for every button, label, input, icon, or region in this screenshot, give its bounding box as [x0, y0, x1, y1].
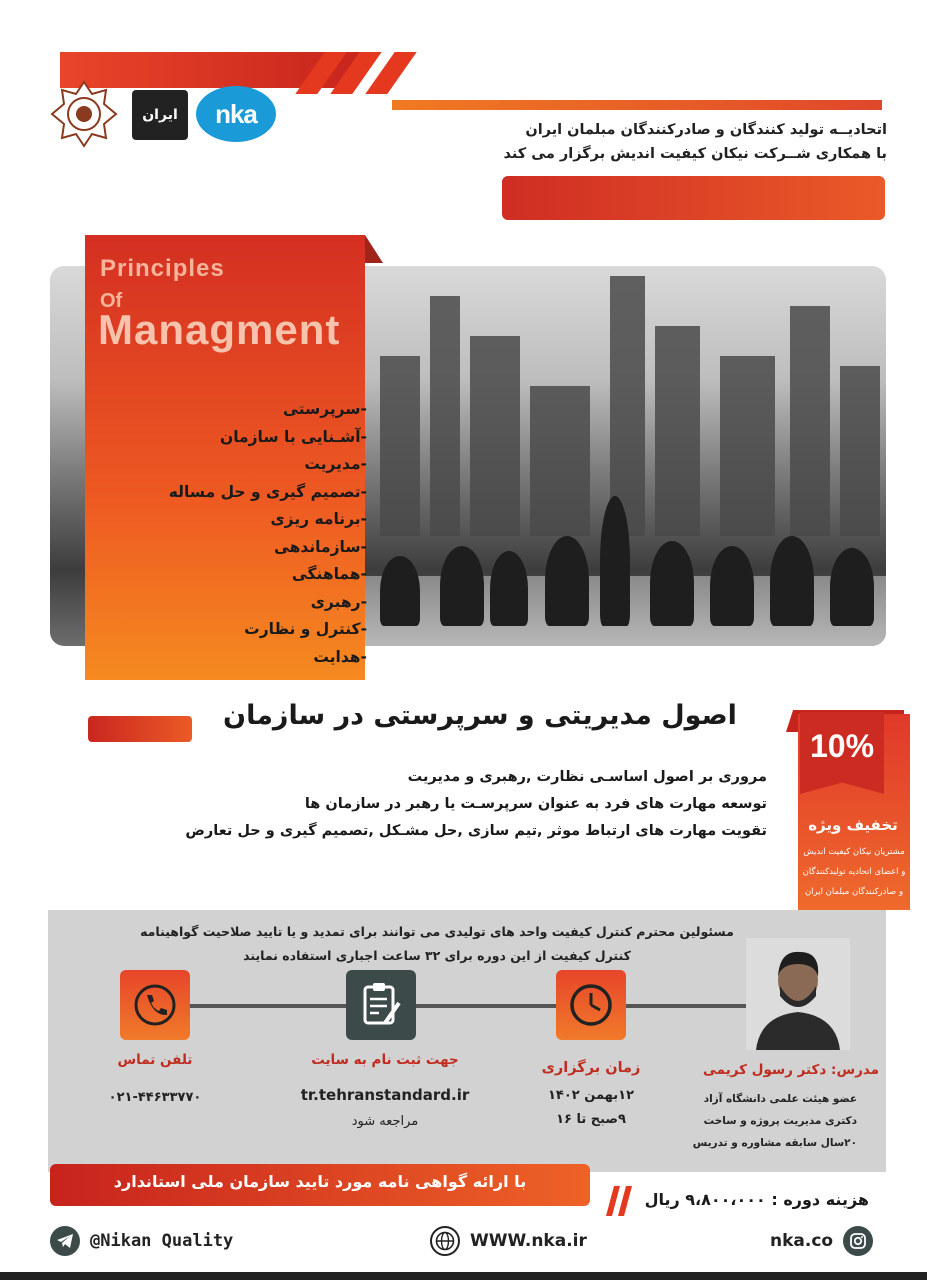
globe-icon: [430, 1226, 460, 1256]
instagram-icon: [843, 1226, 873, 1256]
discount-percent: 10%: [809, 728, 875, 764]
title-red-bar: [88, 716, 192, 742]
instructor-bio: [657, 1088, 857, 1154]
header-decor-stripes: [290, 52, 420, 94]
topic-item: -برنامه ریزی: [270, 510, 367, 528]
organizer-line-1: اتحادیــه تولید کنندگان و صادرکنندگان مبلمان ایران: [525, 122, 887, 138]
register-site-link[interactable]: tr.tehranstandard.ir: [300, 1086, 470, 1104]
nka-logo: nka: [196, 86, 276, 142]
notice-text: [97, 920, 777, 968]
phone-number[interactable]: ۰۲۱-۴۴۶۳۳۷۷۰: [108, 1090, 202, 1105]
website-url: WWW.nka.ir: [470, 1231, 587, 1251]
header-orange-line: [392, 100, 882, 110]
topic-item: -رهبری: [310, 592, 367, 611]
course-cost: هزینه دوره : ۹،۸۰۰،۰۰۰ ریال: [644, 1190, 869, 1209]
phone-icon: [120, 970, 190, 1040]
footer-instagram[interactable]: [770, 1226, 873, 1256]
instagram-handle: nka.co: [770, 1231, 834, 1251]
discount-line: مشتریان نیکان کیفیت اندیش: [803, 847, 905, 857]
topics-list: [97, 396, 367, 671]
footer-telegram[interactable]: [50, 1226, 233, 1256]
hero-title-en-2: Of: [100, 290, 123, 312]
discount-line: و اعضای اتحادیه تولیدکنندگان: [802, 867, 906, 877]
union-logo: [50, 80, 118, 148]
register-label: جهت ثبت نام به سایت: [311, 1052, 459, 1068]
topic-item: -سرپرستی: [282, 400, 367, 418]
topic-item: -هدایت: [313, 647, 367, 666]
schedule-time: ۹صبح تا ۱۶: [556, 1112, 626, 1127]
topic-item: -تصمیم گیری و حل مساله: [168, 482, 367, 501]
description-line: توسعه مهارت های فرد به عنوان سرپرسـت یا رهبر در سازمان ها: [304, 796, 767, 812]
discount-line: و صادرکنندگان مبلمان ایران: [804, 887, 904, 897]
instructor-photo: [746, 938, 850, 1050]
topic-item: -هماهنگی: [291, 565, 367, 583]
instructor-bio-line: عضو هیئت علمی دانشگاه آزاد: [703, 1093, 857, 1105]
topic-item: -آشـنایی با سازمان: [219, 427, 367, 446]
iran-standard-logo: ایران: [132, 90, 188, 140]
clipboard-icon: [346, 970, 416, 1040]
organizer-line-2: با همکاری شــرکت نیکان کیفیت اندیش برگزار می کند: [503, 146, 887, 162]
description-line: مروری بر اصول اساسـی نظارت ,رهبری و مدیریت: [407, 769, 767, 785]
notice-line-2: کنترل کیفیت از این دوره برای ۳۲ ساعت اجباری استفاده نمایند: [243, 948, 631, 963]
panel-fold: [365, 235, 383, 263]
schedule-label: زمان برگزاری: [541, 1060, 641, 1076]
notice-line-1: مسئولین محترم کنترل کیفیت واحد های تولیدی می توانند برای تمدید و یا تایید صلاحیت گواهینامه: [140, 924, 734, 939]
course-description: [127, 764, 767, 845]
discount-title: تخفیف ویژه: [808, 816, 898, 834]
schedule-date: ۱۲بهمن ۱۴۰۲: [547, 1088, 635, 1103]
course-title: اصول مدیریتی و سرپرستی در سازمان: [223, 700, 737, 731]
discount-eligibility: [798, 842, 910, 902]
clock-icon: [556, 970, 626, 1040]
topic-item: -مدیریت: [304, 455, 367, 473]
instructor-bio-line: ۲۰سال سابقه مشاوره و تدریس: [692, 1137, 857, 1149]
timeline-line: [130, 1004, 770, 1008]
telegram-handle: @Nikan Quality: [90, 1231, 234, 1251]
topic-item: -سازماندهی: [273, 537, 367, 556]
telegram-icon: [50, 1226, 80, 1256]
instructor-bio-line: دکتری مدیریت پروژه و ساخت: [703, 1115, 857, 1127]
certificate-text: با ارائه گواهی نامه مورد تایید سازمان ملی استاندارد: [113, 1172, 527, 1191]
register-note: مراجعه شود: [351, 1114, 419, 1129]
header-red-bar: [502, 176, 885, 220]
hero-title-en-1: Principles: [100, 255, 225, 282]
footer-website[interactable]: [430, 1226, 587, 1256]
hero-title-en-3: Managment: [98, 306, 341, 353]
description-line: تقویت مهارت های ارتباط موثر ,تیم سازی ,حل مشـکل ,تصمیم گیری و حل تعارض: [185, 823, 767, 839]
topic-item: -کنترل و نظارت: [244, 620, 367, 638]
phone-label: تلفن تماس: [117, 1052, 193, 1068]
organizer-text: [367, 118, 887, 166]
instructor-name: مدرس: دکتر رسول کریمی: [703, 1062, 879, 1078]
footer-line: [0, 1272, 927, 1280]
